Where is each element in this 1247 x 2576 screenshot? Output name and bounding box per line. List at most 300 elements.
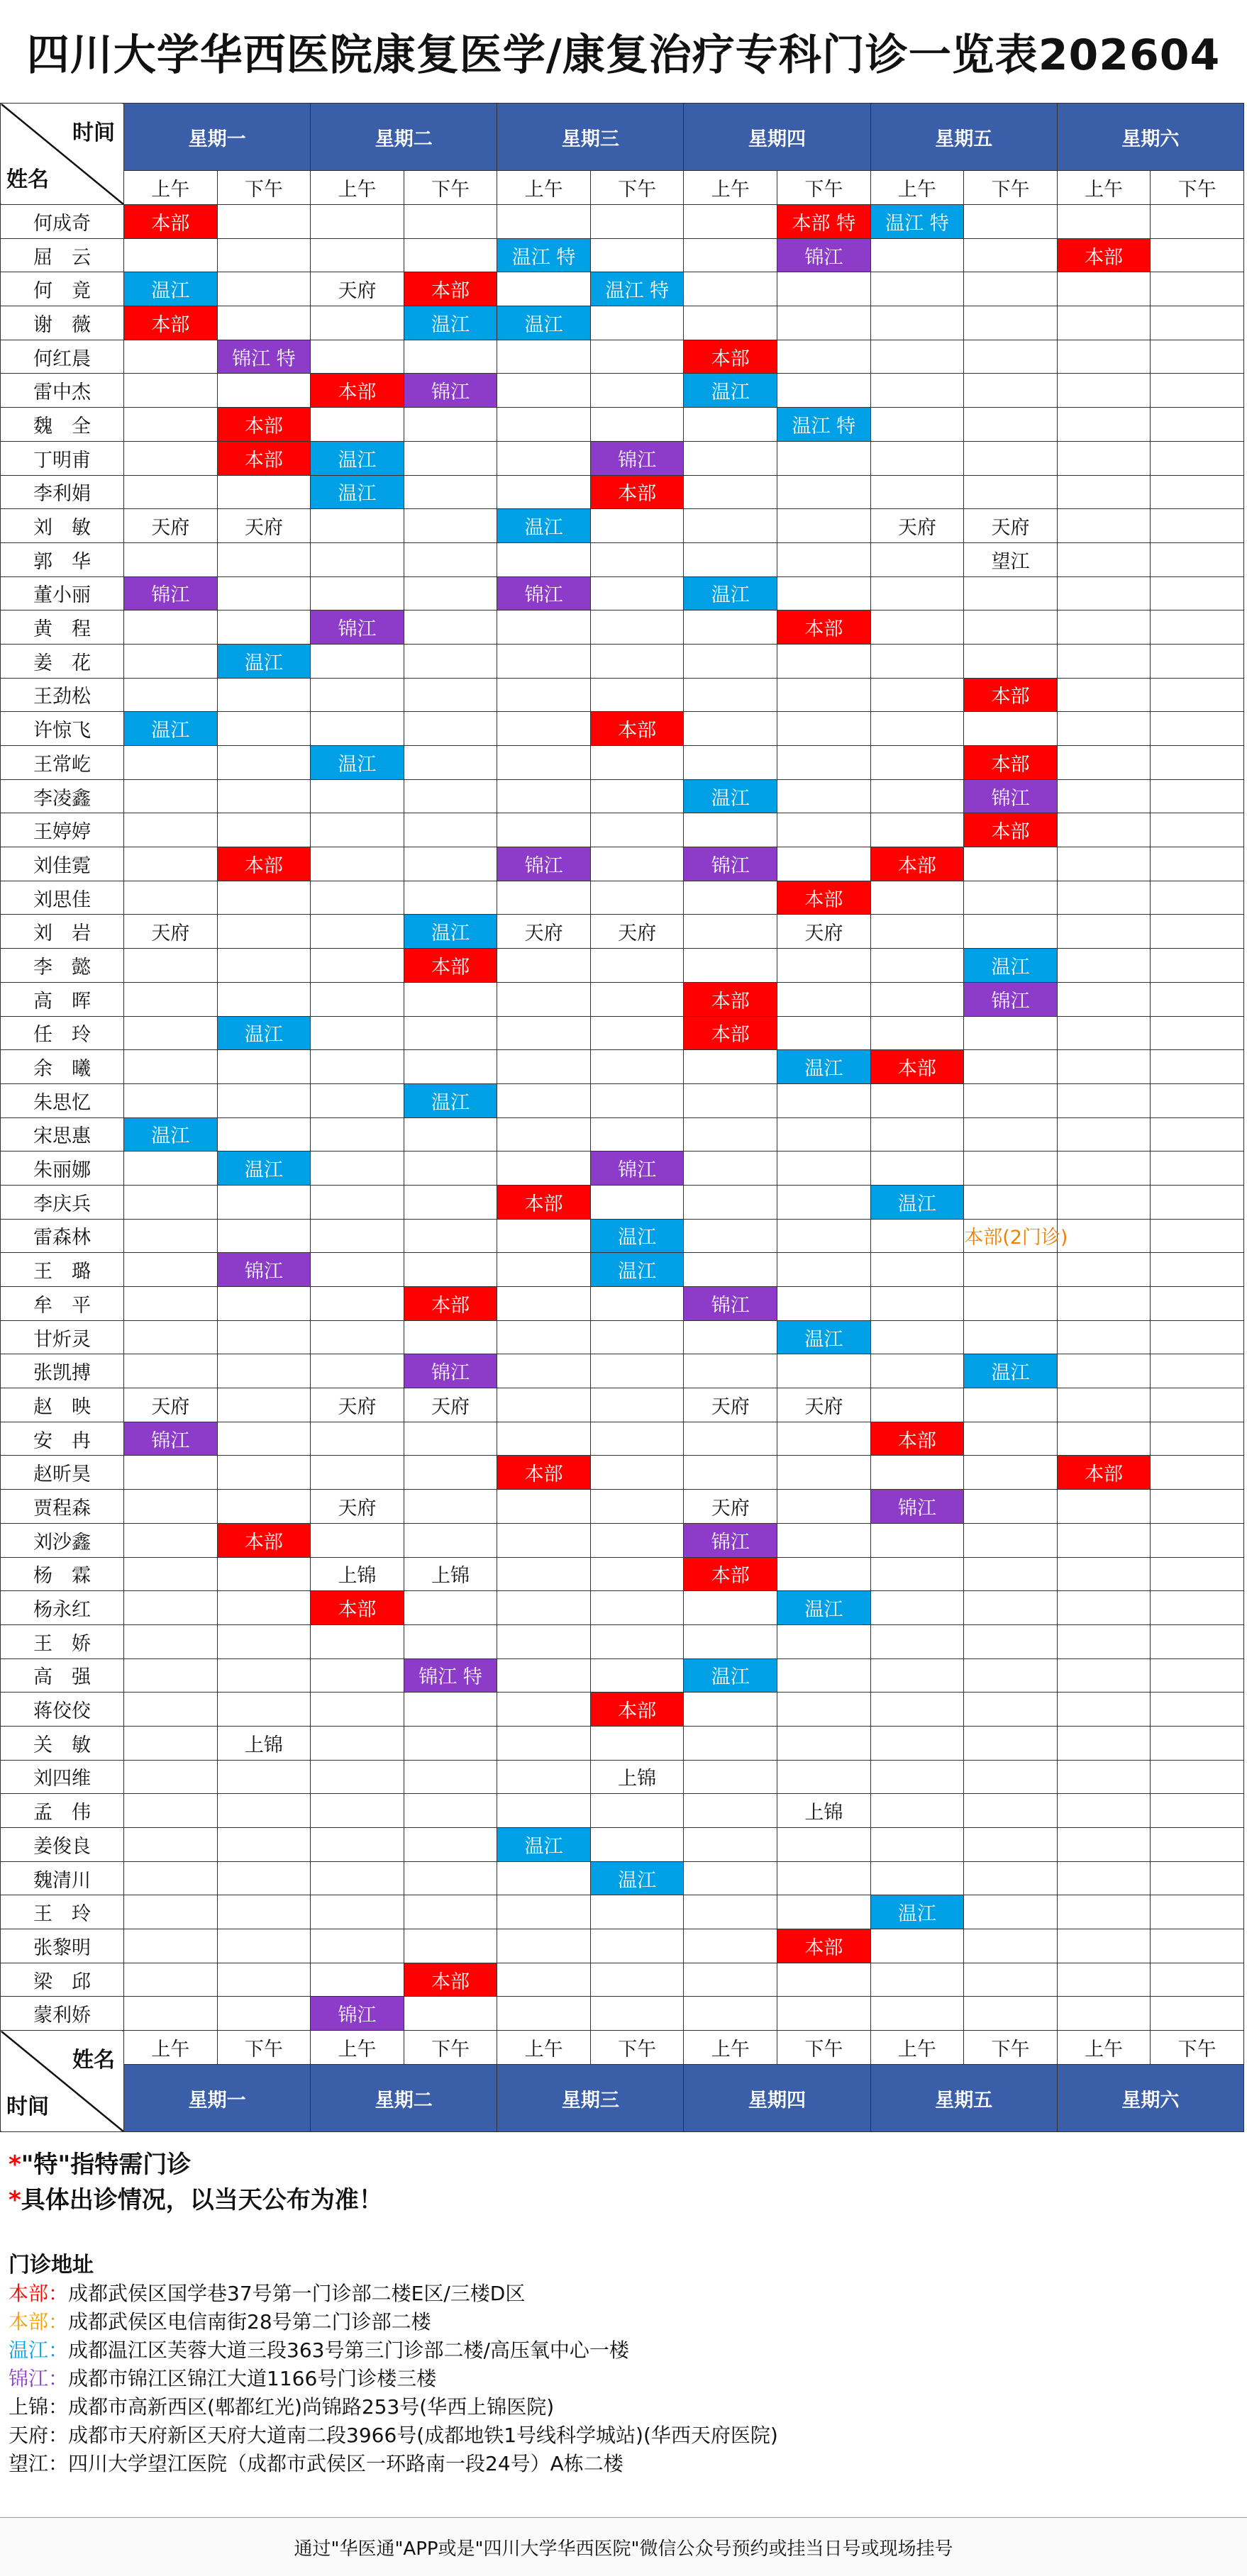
schedule-cell: [311, 1929, 404, 1963]
schedule-cell: [124, 1693, 218, 1727]
schedule-cell: [404, 813, 497, 847]
schedule-cell: [684, 1117, 777, 1152]
schedule-cell: 锦江: [777, 238, 871, 272]
schedule-cell: [1151, 1016, 1244, 1050]
schedule-cell: [311, 1760, 404, 1794]
schedule-cell: [684, 1828, 777, 1862]
schedule-cell: [964, 1016, 1058, 1050]
table-row: [1, 1388, 1244, 1422]
schedule-cell: [217, 746, 311, 780]
doctor-name: 屈 云: [1, 238, 124, 272]
schedule-cell: 本部: [311, 1591, 404, 1625]
schedule-cell: [684, 509, 777, 543]
schedule-cell: 锦江: [590, 441, 684, 475]
schedule-cell: [1151, 746, 1244, 780]
schedule-cell: [684, 1152, 777, 1186]
schedule-cell: [217, 982, 311, 1016]
schedule-cell: 本部: [870, 847, 964, 881]
doctor-name: 李凌鑫: [1, 779, 124, 813]
schedule-cell: 锦江: [590, 1152, 684, 1186]
schedule-cell: [404, 1997, 497, 2031]
schedule-cell: [590, 1591, 684, 1625]
half-day-cell: 下午: [1151, 2031, 1244, 2065]
schedule-cell: [777, 1828, 871, 1862]
doctor-name: 李利娟: [1, 475, 124, 509]
doctor-name: 王 娇: [1, 1624, 124, 1658]
schedule-cell: 温江 特: [497, 238, 591, 272]
schedule-cell: [1151, 1658, 1244, 1693]
schedule-cell: [590, 1828, 684, 1862]
schedule-cell: [497, 1726, 591, 1760]
schedule-cell: [311, 1895, 404, 1929]
schedule-cell: [964, 644, 1058, 678]
schedule-cell: [217, 1219, 311, 1253]
schedule-cell: [404, 475, 497, 509]
day-header-cell: 星期二: [311, 104, 497, 171]
table-row: [1, 1083, 1244, 1117]
schedule-cell: [1151, 408, 1244, 442]
schedule-cell: [217, 1963, 311, 1997]
schedule-cell: [404, 1726, 497, 1760]
schedule-cell: [777, 678, 871, 712]
schedule-cell: [1151, 205, 1244, 239]
schedule-cell: [404, 1253, 497, 1287]
schedule-cell: [590, 678, 684, 712]
schedule-cell: [964, 1287, 1058, 1321]
schedule-cell: [217, 1591, 311, 1625]
address-line: [9, 2365, 778, 2393]
schedule-cell: [964, 1523, 1058, 1557]
schedule-cell: [964, 712, 1058, 746]
schedule-cell: 天府: [684, 1388, 777, 1422]
schedule-cell: [217, 1929, 311, 1963]
doctor-name: 何成奇: [1, 205, 124, 239]
schedule-cell: [1057, 576, 1151, 610]
schedule-cell: [1151, 542, 1244, 576]
schedule-cell: [684, 644, 777, 678]
schedule-cell: [590, 1050, 684, 1084]
schedule-cell: 望江: [964, 542, 1058, 576]
schedule-cell: [124, 408, 218, 442]
schedule-cell: [311, 576, 404, 610]
schedule-cell: [1151, 272, 1244, 306]
schedule-cell: [311, 1050, 404, 1084]
schedule-cell: [311, 1320, 404, 1354]
schedule-cell: [124, 1219, 218, 1253]
schedule-cell: [1057, 1490, 1151, 1524]
doctor-name: 王婷婷: [1, 813, 124, 847]
schedule-cell: [1151, 1624, 1244, 1658]
schedule-cell: [1057, 1997, 1151, 2031]
day-header-cell: 星期一: [124, 104, 311, 171]
schedule-cell: [404, 1693, 497, 1727]
schedule-cell: [124, 1963, 218, 1997]
schedule-cell: [1151, 1591, 1244, 1625]
schedule-cell: [870, 340, 964, 374]
schedule-cell: 温江: [311, 441, 404, 475]
half-day-cell: 下午: [217, 171, 311, 205]
schedule-cell: [217, 1185, 311, 1219]
doctor-name: 姜俊良: [1, 1828, 124, 1862]
schedule-cell: [1057, 881, 1151, 915]
schedule-cell: [590, 1117, 684, 1152]
schedule-cell: [311, 982, 404, 1016]
schedule-cell: 锦江: [217, 1253, 311, 1287]
schedule-cell: [1057, 1929, 1151, 1963]
schedule-cell: [1151, 1185, 1244, 1219]
schedule-cell: [777, 272, 871, 306]
table-row: [1, 982, 1244, 1016]
schedule-cell: [217, 881, 311, 915]
day-header-row: [1, 104, 1244, 171]
schedule-cell: [217, 1861, 311, 1895]
schedule-cell: [217, 949, 311, 983]
doctor-name: 甘炘灵: [1, 1320, 124, 1354]
schedule-cell: [1151, 847, 1244, 881]
address-line: [9, 2336, 778, 2365]
schedule-cell: 锦江: [404, 374, 497, 408]
doctor-name: 许惊飞: [1, 712, 124, 746]
schedule-cell: [964, 1895, 1058, 1929]
day-header-cell: 星期六: [1057, 104, 1243, 171]
schedule-cell: [777, 1658, 871, 1693]
schedule-cell: [1151, 1117, 1244, 1152]
schedule-cell: 锦江: [311, 1997, 404, 2031]
schedule-cell: [1057, 1693, 1151, 1727]
schedule-cell: [311, 678, 404, 712]
schedule-cell: [590, 779, 684, 813]
schedule-cell: [870, 1861, 964, 1895]
schedule-cell: [1057, 509, 1151, 543]
schedule-cell: [124, 1083, 218, 1117]
schedule-cell: [404, 441, 497, 475]
schedule-cell: [1151, 712, 1244, 746]
schedule-cell: [1057, 1422, 1151, 1456]
schedule-cell: [590, 306, 684, 340]
schedule-cell: 天府: [684, 1490, 777, 1524]
schedule-cell: [870, 576, 964, 610]
doctor-name: 关 敏: [1, 1726, 124, 1760]
schedule-cell: [870, 1828, 964, 1862]
schedule-cell: [124, 1456, 218, 1490]
schedule-cell: [404, 1117, 497, 1152]
schedule-cell: [777, 475, 871, 509]
address-text: 成都武侯区电信南街28号第二门诊部二楼: [68, 2310, 431, 2334]
corner-bottom-label: 姓名: [6, 167, 49, 192]
schedule-cell: 温江: [497, 1828, 591, 1862]
schedule-cell: [1151, 678, 1244, 712]
schedule-cell: 上锦: [217, 1726, 311, 1760]
half-day-cell: 上午: [684, 171, 777, 205]
schedule-cell: [217, 1624, 311, 1658]
doctor-name: 谢 薇: [1, 306, 124, 340]
table-row: [1, 1895, 1244, 1929]
schedule-cell: [497, 1354, 591, 1388]
schedule-cell: [777, 982, 871, 1016]
schedule-cell: [404, 1185, 497, 1219]
doctor-name: 王 璐: [1, 1253, 124, 1287]
schedule-cell: 锦江: [497, 847, 591, 881]
day-header-cell: 星期四: [684, 104, 870, 171]
table-row: [1, 1726, 1244, 1760]
day-header-cell: 星期一: [124, 2065, 311, 2132]
schedule-cell: [590, 1185, 684, 1219]
schedule-cell: 锦江: [684, 1287, 777, 1321]
schedule-cell: [1151, 374, 1244, 408]
schedule-cell: [497, 949, 591, 983]
schedule-cell: [404, 1152, 497, 1186]
schedule-table: [0, 103, 1244, 2132]
schedule-cell: [1057, 1523, 1151, 1557]
schedule-cell: [684, 1219, 777, 1253]
schedule-cell: [590, 1016, 684, 1050]
schedule-cell: [497, 1557, 591, 1591]
schedule-cell: [497, 1760, 591, 1794]
half-day-cell: 上午: [497, 171, 591, 205]
schedule-cell: 本部: [964, 813, 1058, 847]
schedule-cell: [870, 441, 964, 475]
schedule-cell: [1057, 1963, 1151, 1997]
schedule-cell: [964, 1658, 1058, 1693]
schedule-cell: [124, 340, 218, 374]
schedule-cell: [311, 813, 404, 847]
schedule-cell: [404, 1895, 497, 1929]
schedule-cell: [964, 205, 1058, 239]
schedule-cell: [497, 272, 591, 306]
schedule-cell: [1057, 1760, 1151, 1794]
doctor-name: 刘佳霓: [1, 847, 124, 881]
schedule-cell: [870, 1591, 964, 1625]
schedule-cell: [684, 205, 777, 239]
schedule-cell: [870, 306, 964, 340]
schedule-cell: [684, 306, 777, 340]
schedule-cell: [124, 1287, 218, 1321]
schedule-cell: [497, 1152, 591, 1186]
schedule-cell: 本部: [217, 408, 311, 442]
schedule-cell: 本部: [217, 847, 311, 881]
table-row: [1, 881, 1244, 915]
schedule-cell: 温江: [497, 509, 591, 543]
schedule-cell: 温江: [870, 1895, 964, 1929]
schedule-cell: [311, 205, 404, 239]
schedule-cell: [217, 779, 311, 813]
table-row: [1, 949, 1244, 983]
schedule-cell: [870, 1320, 964, 1354]
schedule-cell: [1057, 205, 1151, 239]
schedule-cell: [777, 1422, 871, 1456]
schedule-cell: 天府: [777, 915, 871, 949]
schedule-cell: [311, 1422, 404, 1456]
schedule-cell: [870, 475, 964, 509]
schedule-cell: [590, 1929, 684, 1963]
schedule-cell: [1151, 1219, 1244, 1253]
schedule-cell: 天府: [124, 509, 218, 543]
schedule-cell: [870, 881, 964, 915]
address-text: 成都温江区芙蓉大道三段363号第三门诊部二楼/高压氧中心一楼: [68, 2338, 629, 2362]
schedule-cell: [1151, 1388, 1244, 1422]
schedule-cell: [217, 576, 311, 610]
schedule-cell: [590, 949, 684, 983]
schedule-cell: [124, 1050, 218, 1084]
half-day-cell: 下午: [217, 2031, 311, 2065]
doctor-name: 刘沙鑫: [1, 1523, 124, 1557]
footer-note: 通过"华医通"APP或是"四川大学华西医院"微信公众号预约或挂当日号或现场挂号: [0, 2517, 1247, 2576]
schedule-cell: [590, 1794, 684, 1828]
schedule-cell: [404, 1490, 497, 1524]
schedule-cell: [590, 1320, 684, 1354]
schedule-cell: [311, 949, 404, 983]
schedule-cell: [497, 1624, 591, 1658]
note-text: 具体出诊情况，以当天公布为准！: [21, 2186, 383, 2214]
schedule-cell: [590, 610, 684, 645]
schedule-cell: [777, 1557, 871, 1591]
schedule-cell: [124, 1185, 218, 1219]
schedule-cell: [124, 1354, 218, 1388]
corner-top-label: 姓名: [72, 2048, 115, 2073]
schedule-cell: [1151, 1929, 1244, 1963]
schedule-cell: [124, 475, 218, 509]
doctor-name: 李庆兵: [1, 1185, 124, 1219]
schedule-cell: [124, 1760, 218, 1794]
schedule-cell: 天府: [124, 1388, 218, 1422]
schedule-cell: [684, 441, 777, 475]
schedule-cell: [124, 1929, 218, 1963]
doctor-name: 朱丽娜: [1, 1152, 124, 1186]
schedule-cell: 本部: [870, 1050, 964, 1084]
schedule-cell: [124, 746, 218, 780]
schedule-cell: [124, 1253, 218, 1287]
schedule-cell: [1057, 1083, 1151, 1117]
schedule-cell: [217, 1658, 311, 1693]
schedule-cell: 本部: [1057, 1456, 1151, 1490]
schedule-cell: 本部: [497, 1185, 591, 1219]
schedule-cell: [124, 779, 218, 813]
schedule-cell: [1057, 306, 1151, 340]
schedule-cell: [1151, 610, 1244, 645]
table-row: [1, 813, 1244, 847]
schedule-cell: [217, 272, 311, 306]
schedule-cell: [1057, 1726, 1151, 1760]
schedule-cell: 天府: [777, 1388, 871, 1422]
table-row: [1, 1287, 1244, 1321]
schedule-cell: [1151, 644, 1244, 678]
table-row: [1, 1591, 1244, 1625]
schedule-cell: [404, 238, 497, 272]
schedule-cell: [964, 1591, 1058, 1625]
schedule-cell: 温江: [777, 1591, 871, 1625]
schedule-cell: [217, 1997, 311, 2031]
table-row: [1, 746, 1244, 780]
half-day-cell: 上午: [1057, 171, 1151, 205]
half-day-cell: 下午: [964, 2031, 1058, 2065]
schedule-cell: [1057, 1287, 1151, 1321]
header-corner-cell: [1, 104, 124, 205]
schedule-cell: [311, 1117, 404, 1152]
schedule-cell: [1057, 1624, 1151, 1658]
half-day-cell: 下午: [777, 2031, 871, 2065]
schedule-cell: 锦江: [684, 1523, 777, 1557]
schedule-cell: [870, 779, 964, 813]
doctor-name: 王常屹: [1, 746, 124, 780]
schedule-cell: [684, 1354, 777, 1388]
schedule-cell: [404, 982, 497, 1016]
doctor-name: 贾程森: [1, 1490, 124, 1524]
schedule-cell: [497, 982, 591, 1016]
schedule-cell: [124, 1557, 218, 1591]
schedule-cell: [870, 408, 964, 442]
half-day-cell: 上午: [1057, 2031, 1151, 2065]
half-day-row: [1, 171, 1244, 205]
schedule-cell: [497, 1693, 591, 1727]
schedule-cell: [964, 1997, 1058, 2031]
schedule-cell: [590, 746, 684, 780]
schedule-cell: [684, 1895, 777, 1929]
table-row: [1, 306, 1244, 340]
half-day-row: [1, 2031, 1244, 2065]
schedule-cell: [684, 408, 777, 442]
schedule-cell: 温江: [684, 374, 777, 408]
day-header-cell: 星期二: [311, 2065, 497, 2132]
schedule-cell: [1151, 1895, 1244, 1929]
schedule-cell: [870, 1219, 964, 1253]
table-row: [1, 205, 1244, 239]
schedule-cell: [777, 1253, 871, 1287]
schedule-cell: [1151, 1726, 1244, 1760]
schedule-cell: 上锦: [590, 1760, 684, 1794]
schedule-cell: [1151, 1557, 1244, 1591]
schedule-cell: [404, 712, 497, 746]
table-row: [1, 1219, 1244, 1253]
table-row: [1, 374, 1244, 408]
schedule-cell: 本部: [777, 1929, 871, 1963]
schedule-cell: [964, 1624, 1058, 1658]
schedule-cell: [1057, 475, 1151, 509]
schedule-cell: 温江: [124, 1117, 218, 1152]
schedule-cell: [777, 1523, 871, 1557]
address-text: 成都市天府新区天府大道南二段3966号(成都地铁1号线科学城站)(华西天府医院): [68, 2424, 778, 2447]
schedule-cell: [590, 340, 684, 374]
doctor-name: 魏 全: [1, 408, 124, 442]
schedule-cell: 温江: [217, 1152, 311, 1186]
schedule-cell: 锦江 特: [404, 1658, 497, 1693]
schedule-cell: 本部: [777, 610, 871, 645]
day-header-cell: 星期三: [497, 104, 684, 171]
half-day-cell: 上午: [124, 2031, 218, 2065]
schedule-cell: [684, 1997, 777, 2031]
table-row: [1, 1152, 1244, 1186]
schedule-cell: [311, 881, 404, 915]
schedule-cell: [870, 374, 964, 408]
doctor-name: 朱思忆: [1, 1083, 124, 1117]
doctor-name: 黄 程: [1, 610, 124, 645]
schedule-cell: [497, 712, 591, 746]
schedule-cell: 温江: [590, 1861, 684, 1895]
schedule-cell: [217, 1422, 311, 1456]
schedule-cell: [1057, 1050, 1151, 1084]
day-header-cell: 星期四: [684, 2065, 870, 2132]
schedule-cell: [497, 1929, 591, 1963]
schedule-cell: [684, 1726, 777, 1760]
schedule-cell: 温江: [404, 1083, 497, 1117]
schedule-cell: [1057, 813, 1151, 847]
schedule-cell: [1057, 746, 1151, 780]
schedule-cell: 本部: [217, 441, 311, 475]
schedule-cell: [497, 1523, 591, 1557]
schedule-cell: [590, 542, 684, 576]
schedule-cell: [1057, 542, 1151, 576]
schedule-cell: [1151, 509, 1244, 543]
corner-top-label: 时间: [72, 121, 115, 145]
